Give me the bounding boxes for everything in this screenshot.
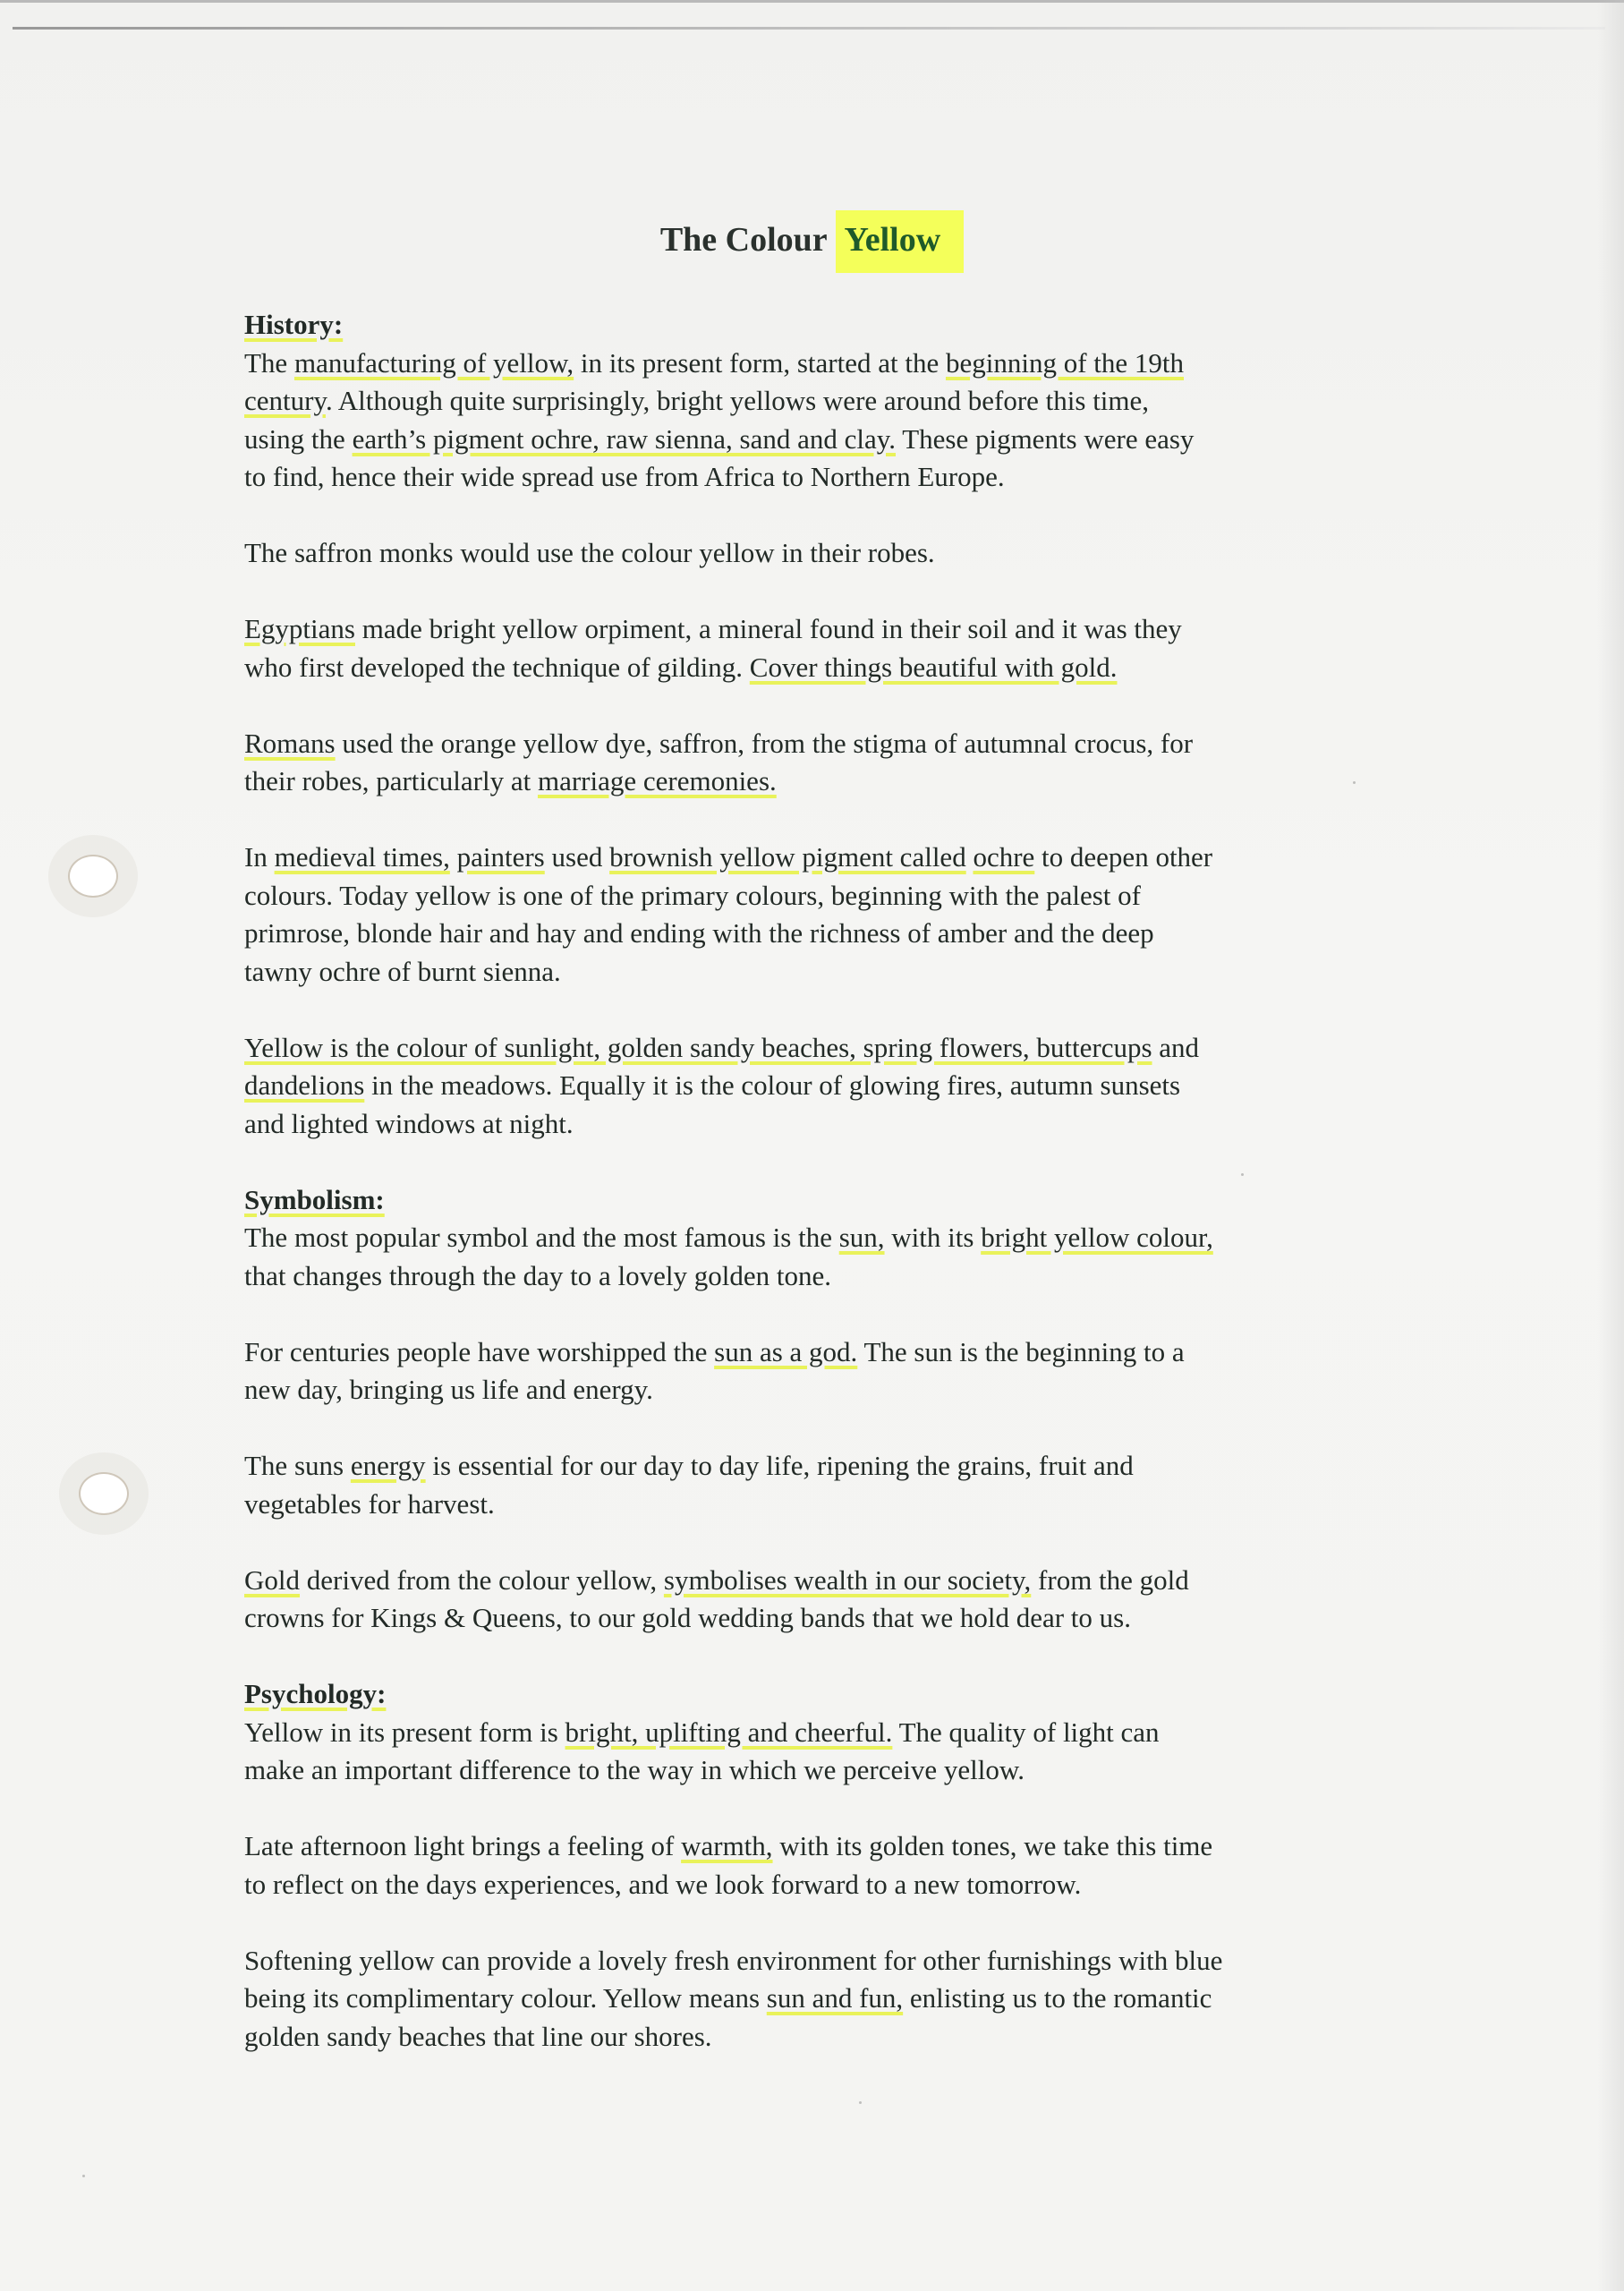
paragraph: [244, 1714, 1399, 1790]
highlighter-underline: dandelions: [244, 1069, 365, 1101]
text-line: Late afternoon light brings a feeling of warmth, with its golden tones, we take this time: [244, 1830, 1213, 1861]
highlighter-underline: symbolises wealth in our society,: [663, 1563, 1032, 1596]
paragraph: [244, 610, 1399, 686]
text-line: new day, bringing us life and energy.: [244, 1374, 653, 1405]
highlighted-heading-text: Psychology:: [244, 1678, 387, 1709]
text-line: The most popular symbol and the most famous is the sun, with its bright yellow colour,: [244, 1222, 1213, 1253]
text-line: The saffron monks would use the colour yellow in their robes.: [244, 537, 935, 568]
paragraph: [244, 1447, 1399, 1523]
highlighter-underline: brownish yellow pigment called: [609, 841, 966, 873]
page-right-edge-shadow: [1597, 0, 1624, 2291]
text-line: In medieval times, painters used brownish yellow pigment called ochre to deepen other: [244, 841, 1213, 873]
text-line: Yellow in its present form is bright, uplifting and cheerful. The quality of light can: [244, 1716, 1160, 1748]
paragraph: [244, 345, 1399, 497]
text-line: and lighted windows at night.: [244, 1107, 574, 1139]
highlighter-underline: beginning of the 19th: [945, 346, 1185, 379]
section-heading: [244, 1675, 1399, 1714]
section-symbolism: [244, 1181, 1399, 1638]
text-line: Gold derived from the colour yellow, symbolises wealth in our society, from the gold: [244, 1563, 1189, 1596]
page-top-edge: [0, 0, 1624, 3]
section-heading: [244, 306, 1399, 345]
text-line: primrose, blonde hair and hay and ending with the richness of amber and the deep: [244, 917, 1154, 949]
highlighter-underline: manufacturing of yellow,: [293, 346, 574, 379]
paragraph: [244, 1562, 1399, 1638]
text-line: being its complimentary colour. Yellow means sun and fun, enlisting us to the romantic: [244, 1982, 1212, 2014]
text-line: vegetables for harvest.: [244, 1487, 495, 1520]
text-line: that changes through the day to a lovely golden tone.: [244, 1259, 831, 1291]
section-history: [244, 306, 1399, 1143]
highlighter-underline: Cover things beautiful with gold.: [749, 651, 1118, 683]
document-title: [0, 220, 1624, 260]
document-body: [244, 306, 1399, 2094]
highlighter-underline: bright, uplifting and cheerful.: [565, 1716, 893, 1748]
text-line: tawny ochre of burnt sienna.: [244, 955, 561, 987]
highlighter-underline: energy: [350, 1450, 426, 1481]
text-line: Romans used the orange yellow dye, saffron, from the stigma of autumnal crocus, for: [244, 727, 1194, 759]
highlighter-underline: earth’s pigment ochre, raw sienna, sand and clay.: [352, 422, 896, 455]
title-highlighted-word: Yellow: [836, 210, 965, 273]
scan-speck: [82, 2175, 85, 2177]
paragraph: [244, 1029, 1399, 1144]
paragraph: [244, 534, 1399, 573]
text-line: Egyptians made bright yellow orpiment, a mineral found in their soil and it was they: [244, 613, 1182, 644]
paragraph: [244, 1827, 1399, 1903]
highlighter-underline: Romans: [244, 727, 336, 759]
paragraph: [244, 1333, 1399, 1410]
highlighter-underline: century: [244, 385, 326, 416]
paragraph: [244, 725, 1399, 801]
text-line: golden sandy beaches that line our shores.: [244, 2020, 712, 2052]
highlighter-underline: marriage ceremonies.: [537, 765, 777, 796]
highlighter-underline: ochre: [973, 841, 1035, 873]
text-line: to reflect on the days experiences, and we look forward to a new tomorrow.: [244, 1868, 1082, 1900]
section-psychology: [244, 1675, 1399, 2056]
highlighter-underline: sun as a god.: [714, 1335, 858, 1367]
text-line: make an important difference to the way in which we perceive yellow.: [244, 1754, 1025, 1785]
highlighter-underline: painters: [456, 841, 545, 873]
text-line: to find, hence their wide spread use from Africa to Northern Europe.: [244, 461, 1005, 492]
text-line: The manufacturing of yellow, in its present form, started at the beginning of the 19th: [244, 346, 1185, 379]
scan-artifact-line: [13, 27, 1605, 30]
highlighter-underline: sun and fun,: [766, 1982, 904, 2014]
text-line: dandelions in the meadows. Equally it is the colour of glowing fires, autumn sunsets: [244, 1069, 1181, 1101]
paragraph: [244, 1942, 1399, 2057]
punch-hole-bottom: [79, 1472, 129, 1515]
text-line: crowns for Kings & Queens, to our gold wedding bands that we hold dear to us.: [244, 1602, 1131, 1633]
highlighted-heading-text: Symbolism:: [244, 1183, 385, 1215]
text-line: using the earth’s pigment ochre, raw sienna, sand and clay. These pigments were easy: [244, 422, 1195, 455]
title-prefix: The Colour: [659, 221, 836, 259]
section-heading: [244, 1181, 1399, 1220]
text-line: Softening yellow can provide a lovely fresh environment for other furnishings with blue: [244, 1944, 1223, 1976]
highlighter-underline: bright yellow colour,: [981, 1222, 1213, 1253]
punch-hole-top: [68, 855, 118, 898]
text-line: their robes, particularly at marriage ceremonies.: [244, 765, 777, 796]
text-line: The suns energy is essential for our day to day life, ripening the grains, fruit and: [244, 1450, 1134, 1481]
highlighter-underline: warmth,: [681, 1830, 773, 1861]
text-line: Yellow is the colour of sunlight, golden sandy beaches, spring flowers, buttercups and: [244, 1031, 1200, 1063]
highlighter-underline: Yellow is the colour of sunlight, golden sandy beaches, spring flowers, buttercups: [244, 1031, 1152, 1063]
text-line: who first developed the technique of gilding. Cover things beautiful with gold.: [244, 651, 1118, 683]
paragraph: [244, 839, 1399, 991]
text-line: colours. Today yellow is one of the primary colours, beginning with the palest of: [244, 879, 1141, 911]
paragraph: [244, 1219, 1399, 1295]
highlighter-underline: Egyptians: [244, 613, 355, 644]
text-line: century. Although quite surprisingly, bright yellows were around before this time,: [244, 385, 1150, 416]
highlighter-underline: Gold: [244, 1563, 300, 1596]
highlighter-underline: sun,: [838, 1222, 885, 1253]
highlighted-heading-text: History:: [244, 309, 344, 340]
highlighter-underline: medieval times,: [274, 841, 450, 873]
text-line: For centuries people have worshipped the sun as a god. The sun is the beginning to a: [244, 1335, 1185, 1367]
scan-speck: [859, 2101, 862, 2104]
